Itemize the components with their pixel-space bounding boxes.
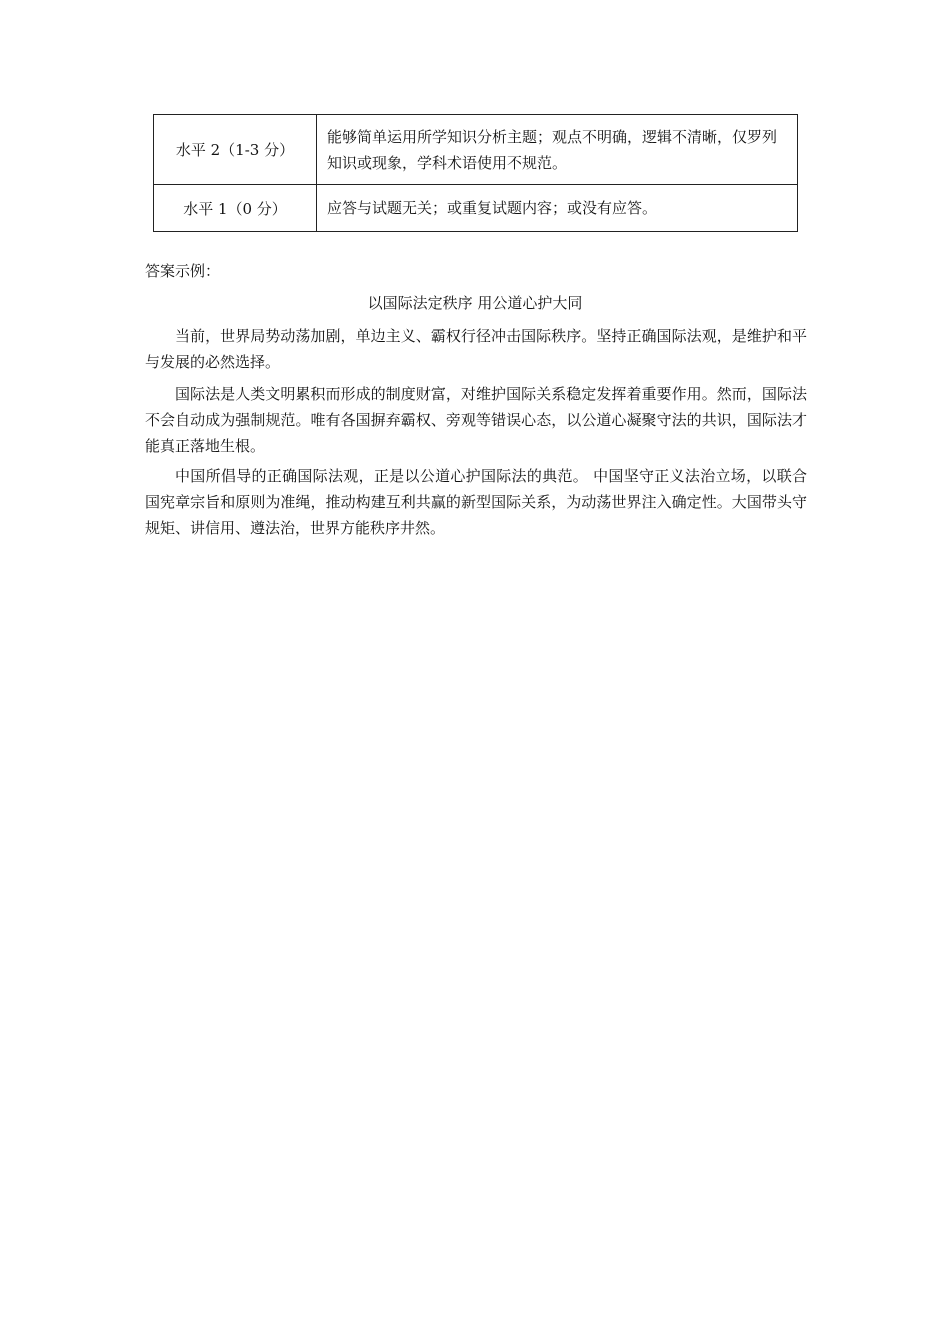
essay-paragraph: 当前，世界局势动荡加剧，单边主义、霸权行径冲击国际秩序。坚持正确国际法观，是维护和平与发展的必然选择。 [145, 327, 807, 371]
essay-paragraph: 中国所倡导的正确国际法观，正是以公道心护国际法的典范。 中国坚守正义法治立场，以联合国宪章宗旨和原则为准绳，推动构建互利共赢的新型国际关系，为动荡世界注入确定性。大国带头守规矩、讲信用、遵法治，世界方能秩序井然。 [145, 467, 807, 537]
rubric-row-level-2 [154, 115, 798, 185]
answer-example-label: 答案示例： [145, 262, 221, 280]
essay-title: 以国际法定秩序 用公道心护大同 [367, 294, 583, 312]
rubric-row-level-1 [154, 185, 798, 232]
rubric-level-cell: 水平 2（1-3 分） [154, 115, 317, 185]
rubric-level-cell: 水平 1（0 分） [154, 185, 317, 232]
scoring-rubric-table [153, 114, 798, 232]
essay-paragraph: 国际法是人类文明累积而形成的制度财富，对维护国际关系稳定发挥着重要作用。然而，国际法不会自动成为强制规范。唯有各国摒弃霸权、旁观等错误心态，以公道心凝聚守法的共识，国际法才能真正落地生根。 [145, 385, 807, 455]
rubric-description-cell: 应答与试题无关；或重复试题内容；或没有应答。 [317, 185, 798, 232]
rubric-description-cell: 能够简单运用所学知识分析主题；观点不明确，逻辑不清晰，仅罗列知识或现象，学科术语使用不规范。 [317, 115, 798, 185]
